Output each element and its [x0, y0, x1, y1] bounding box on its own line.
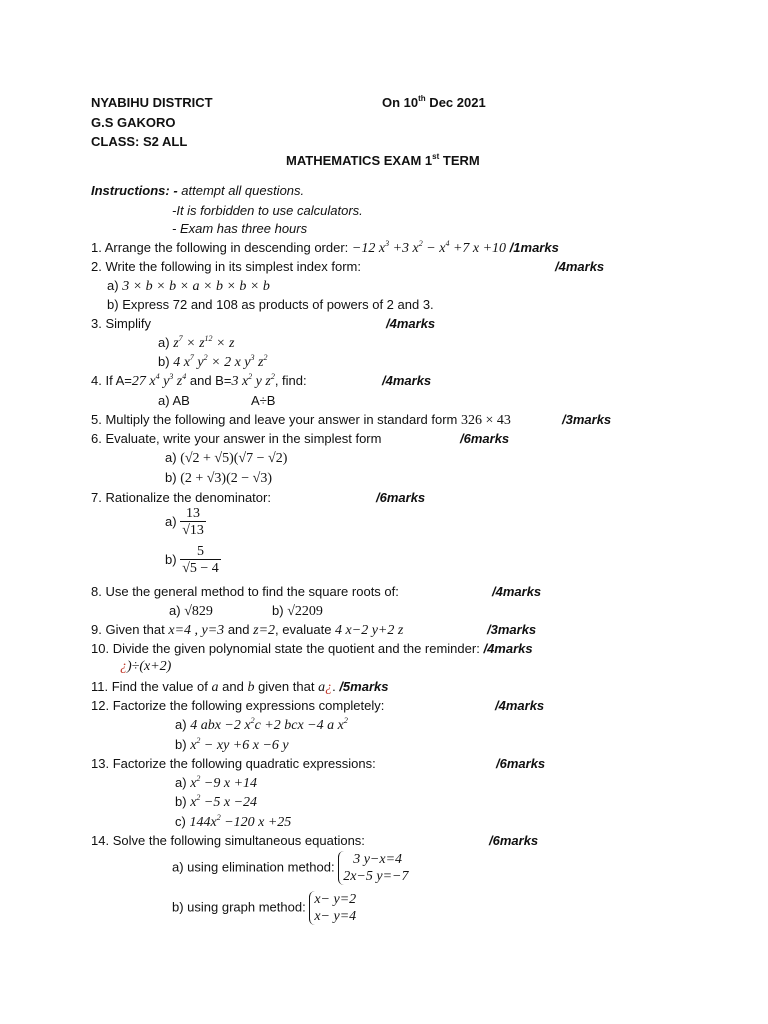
part-label: b)	[107, 297, 119, 312]
math-expression: $x^2 -5$ x −24	[190, 793, 258, 810]
equation-system: x− y=2 x− y=4	[309, 891, 356, 925]
question-6-part-a	[165, 451, 287, 466]
school-name: G.S GAKORO	[91, 115, 176, 130]
math-expression: (√2 + √5)(√7 − √2)	[180, 451, 288, 466]
marks: /6marks	[460, 431, 510, 446]
marks: /4marks	[555, 259, 605, 274]
math-expression: x=4 , y=3	[168, 623, 225, 638]
question-text: given that	[258, 679, 315, 694]
question-14-part-a	[172, 851, 409, 885]
math-variable: b	[247, 680, 255, 695]
broken-math-glyph: ¿	[325, 680, 333, 695]
question-4	[91, 374, 307, 389]
part-label: b)	[175, 737, 187, 752]
question-10-expression	[120, 659, 171, 674]
math-expression: $x^2$ − xy +6 x −6 y	[190, 736, 289, 753]
marks: /5marks	[339, 679, 389, 694]
equation-system: 3 y−x=4 2x−5 y=−7	[338, 851, 408, 885]
math-variable: a	[318, 680, 326, 695]
part-label: b)	[165, 470, 177, 485]
math-expression: $x^2 -9$ x +14	[190, 774, 258, 791]
question-number: 5.	[91, 412, 102, 427]
math-expression: −12 $x^3 +3$ $x^2 - x^4 +7$ x +10	[351, 239, 507, 256]
exam-date: On 10th Dec 2021	[382, 94, 486, 110]
part-label: a)	[158, 335, 170, 350]
question-text: Arrange the following in descending order:	[104, 240, 349, 255]
math-expression: (2 + √3)(2 − √3)	[180, 471, 272, 486]
math-expression: 4 abx −2 $x^2c +2$ bcx −4 a $x^2$	[190, 716, 348, 733]
question-text: Rationalize the denominator:	[105, 490, 271, 505]
question-8	[91, 585, 399, 598]
class-name: CLASS: S2 ALL	[91, 134, 188, 149]
question-13-part-c	[175, 815, 291, 830]
district-name: NYABIHU DISTRICT	[91, 95, 213, 110]
question-3-part-b	[158, 355, 267, 370]
math-variable: a	[211, 680, 219, 695]
math-expression: $144x^2 -120$ x +25	[189, 813, 292, 830]
part-label: a)	[175, 717, 187, 732]
marks: /4marks	[492, 584, 542, 599]
question-number: 14.	[91, 833, 110, 848]
part-text: Express 72 and 108 as products of powers of 2 and 3.	[122, 297, 434, 312]
question-text: , evaluate	[275, 622, 332, 637]
part-label: a) using elimination method:	[172, 859, 335, 875]
question-number: 7.	[91, 490, 102, 505]
marks: /3marks	[487, 622, 537, 637]
question-3	[91, 317, 151, 330]
question-3-part-a	[158, 336, 234, 351]
question-13-part-a	[175, 776, 257, 791]
marks: /4marks	[382, 373, 432, 388]
question-14-part-b	[172, 891, 356, 925]
part-label: a)	[169, 603, 181, 618]
question-7-part-b	[165, 545, 221, 576]
instruction-item: - Exam has three hours	[172, 221, 308, 236]
question-text: Solve the following simultaneous equations:	[112, 833, 365, 848]
marks: /4marks	[483, 641, 533, 656]
question-number: 3.	[91, 316, 102, 331]
question-number: 6.	[91, 431, 102, 446]
question-number: 10.	[91, 641, 110, 656]
fraction: $\frac{5}{√5 - 4}$	[182, 544, 219, 576]
math-expression: )÷(x+2)	[127, 659, 172, 674]
instruction-item: attempt all questions.	[181, 183, 305, 198]
question-number: 2.	[91, 259, 102, 274]
question-12-part-a	[175, 718, 348, 733]
question-8-part-b	[272, 604, 323, 619]
question-2-part-a	[107, 279, 270, 294]
question-text: Simplify	[105, 316, 151, 331]
question-text: Find the value of	[111, 679, 208, 694]
instruction-item: -It is forbidden to use calculators.	[172, 203, 363, 218]
question-4-part-b: A÷B	[251, 393, 276, 408]
question-9	[91, 623, 403, 638]
part-label: b)	[165, 551, 177, 567]
question-8-part-a	[169, 604, 213, 619]
question-6-part-b	[165, 471, 272, 486]
question-2-part-b	[107, 298, 434, 311]
question-text: Write the following in its simplest index form:	[105, 259, 361, 274]
part-label: a)	[175, 775, 187, 790]
question-12	[91, 699, 384, 712]
question-number: 1.	[91, 240, 102, 255]
part-label: b)	[158, 354, 170, 369]
marks: /6marks	[489, 833, 539, 848]
marks: /4marks	[386, 316, 436, 331]
part-label: b)	[175, 794, 187, 809]
question-6	[91, 432, 381, 445]
fraction: $\frac{13}{√13}$	[182, 506, 204, 538]
question-7	[91, 491, 271, 504]
question-10	[91, 642, 533, 655]
part-label: b)	[272, 603, 284, 618]
question-text: Multiply the following and leave your answer in standard form	[105, 412, 458, 427]
math-expression: 4 x−2 y+2 z	[335, 623, 404, 638]
question-7-part-a	[165, 507, 206, 538]
part-label: a)	[107, 278, 119, 293]
marks: /1marks	[509, 240, 559, 255]
question-text: and	[227, 622, 250, 637]
question-text: Evaluate, write your answer in the simplest form	[105, 431, 382, 446]
question-1	[91, 241, 559, 256]
question-text: Use the general method to find the square roots of:	[105, 584, 399, 599]
question-5	[91, 413, 511, 428]
question-text: Divide the given polynomial state the quotient and the reminder:	[112, 641, 480, 656]
part-label: b) using graph method:	[172, 899, 306, 915]
marks: /6marks	[496, 756, 546, 771]
question-text: Factorize the following quadratic expressions:	[112, 756, 376, 771]
math-expression: √829	[184, 604, 213, 619]
part-label: a)	[165, 450, 177, 465]
instructions	[91, 184, 304, 197]
question-text: If A=27 $x^4$ $y^3$ $z^4$ and B=3 $x^2$ y $z^2$, find:	[105, 372, 307, 389]
question-number: 13.	[91, 756, 110, 771]
question-number: 4.	[91, 373, 102, 388]
part-label: c)	[175, 814, 186, 829]
question-text: Factorize the following expressions completely:	[112, 698, 385, 713]
marks: /6marks	[376, 490, 426, 505]
marks: /4marks	[495, 698, 545, 713]
marks: /3marks	[562, 412, 612, 427]
math-expression: √2209	[287, 604, 323, 619]
question-14	[91, 834, 365, 847]
question-text: .	[332, 679, 336, 694]
math-expression: z=2	[253, 623, 276, 638]
question-text: Given that	[105, 622, 165, 637]
question-13-part-b	[175, 795, 257, 810]
question-number: 9.	[91, 622, 102, 637]
math-expression: 326 × 43	[461, 413, 511, 428]
question-number: 8.	[91, 584, 102, 599]
question-2	[91, 260, 361, 273]
question-number: 12.	[91, 698, 110, 713]
question-text: and	[222, 679, 244, 694]
math-expression: 3 × b × b × a × b × b × b	[122, 279, 270, 294]
question-11	[91, 680, 388, 695]
math-expression: 4 $x^7$ $y^2 \times 2$ x $y^3$ $z^2$	[173, 353, 268, 370]
broken-math-glyph: ¿	[120, 659, 127, 674]
question-12-part-b	[175, 738, 289, 753]
instructions-label: Instructions: -	[91, 183, 178, 198]
question-4-part-a: a) AB	[158, 393, 190, 408]
math-expression: $z^7 \times z^{12} \times z$	[173, 334, 235, 351]
exam-title: MATHEMATICS EXAM 1st TERM	[286, 152, 480, 168]
part-label: a)	[165, 513, 177, 529]
question-13	[91, 757, 376, 770]
question-number: 11.	[91, 679, 109, 694]
